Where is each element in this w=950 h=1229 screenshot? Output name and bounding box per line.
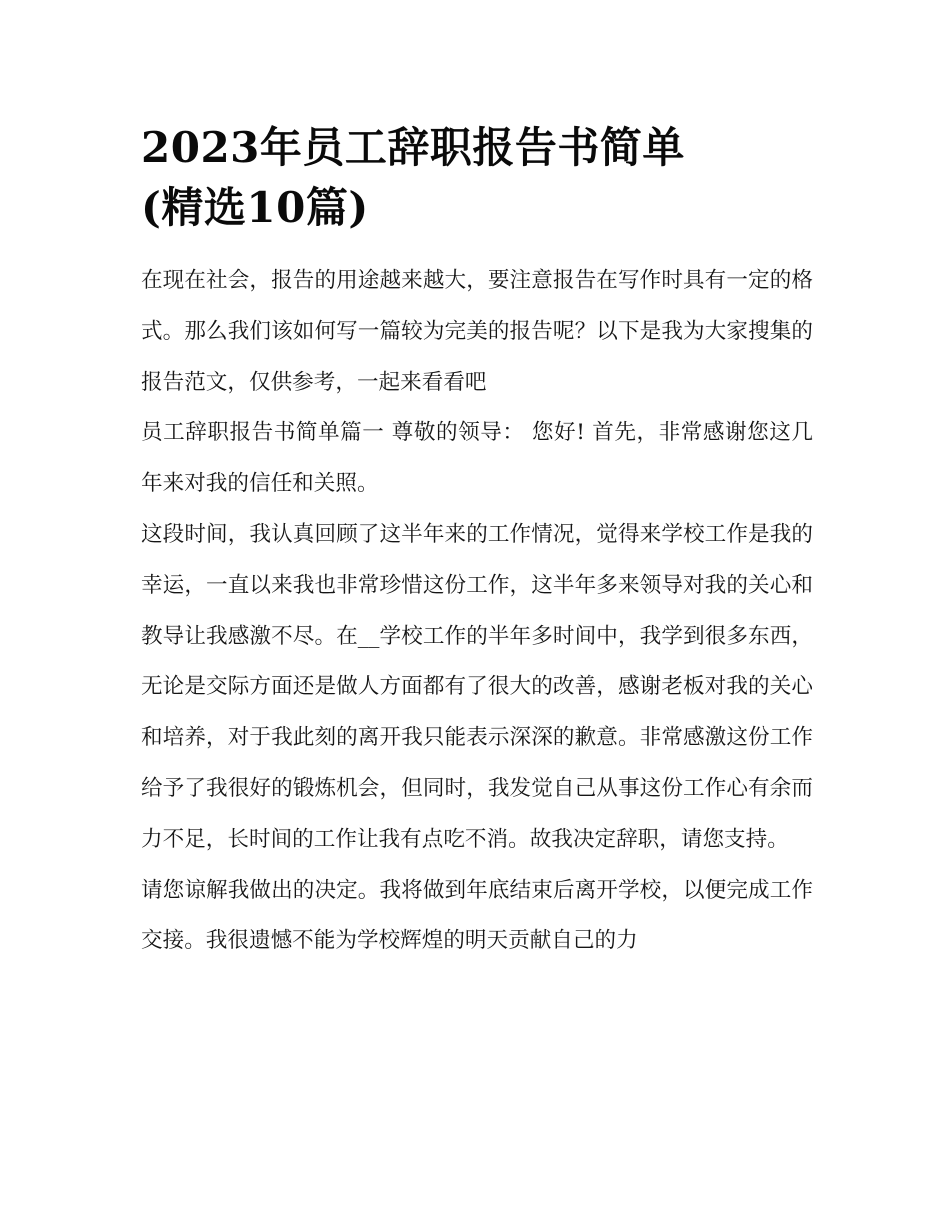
paragraph-intro: 在现在社会，报告的用途越来越大，要注意报告在写作时具有一定的格式。那么我们该如何写一篇较为完美的报告呢？以下是我为大家搜集的报告范文，仅供参考，一起来看看吧 (141, 268, 813, 395)
paragraph-salutation: 员工辞职报告书简单篇一 尊敬的领导： 您好! 首先，非常感谢您这几年来对我的信任和关照。 (141, 420, 813, 497)
document-content (141, 118, 813, 967)
title-line-2: (精选10篇) (141, 183, 369, 232)
paragraph-decision: 请您谅解我做出的决定。我将做到年底结束后离开学校，以便完成工作交接。我很遗憾不能为学校辉煌的明天贡献自己的力 (141, 877, 813, 954)
document-title (141, 118, 813, 238)
paragraph-main: 这段时间，我认真回顾了这半年来的工作情况，觉得来学校工作是我的幸运，一直以来我也非常珍惜这份工作，这半年多来领导对我的关心和教导让我感激不尽。在__学校工作的半年多时间中，我学到很多东西，无论是交际方面还是做人方面都有了很大的改善，感谢老板对我的关心和培养，对于我此刻的离开我只能表示深深的歉意。非常感激这份工作给予了我很好的锻炼机会，但同时，我发觉自己从事这份工作心有余而力不足，长时间的工作让我有点吃不消。故我决定辞职，请您支持。 (141, 521, 813, 852)
document-body (141, 256, 813, 967)
title-line-1: 2023年员工辞职报告书简单 (141, 123, 685, 172)
